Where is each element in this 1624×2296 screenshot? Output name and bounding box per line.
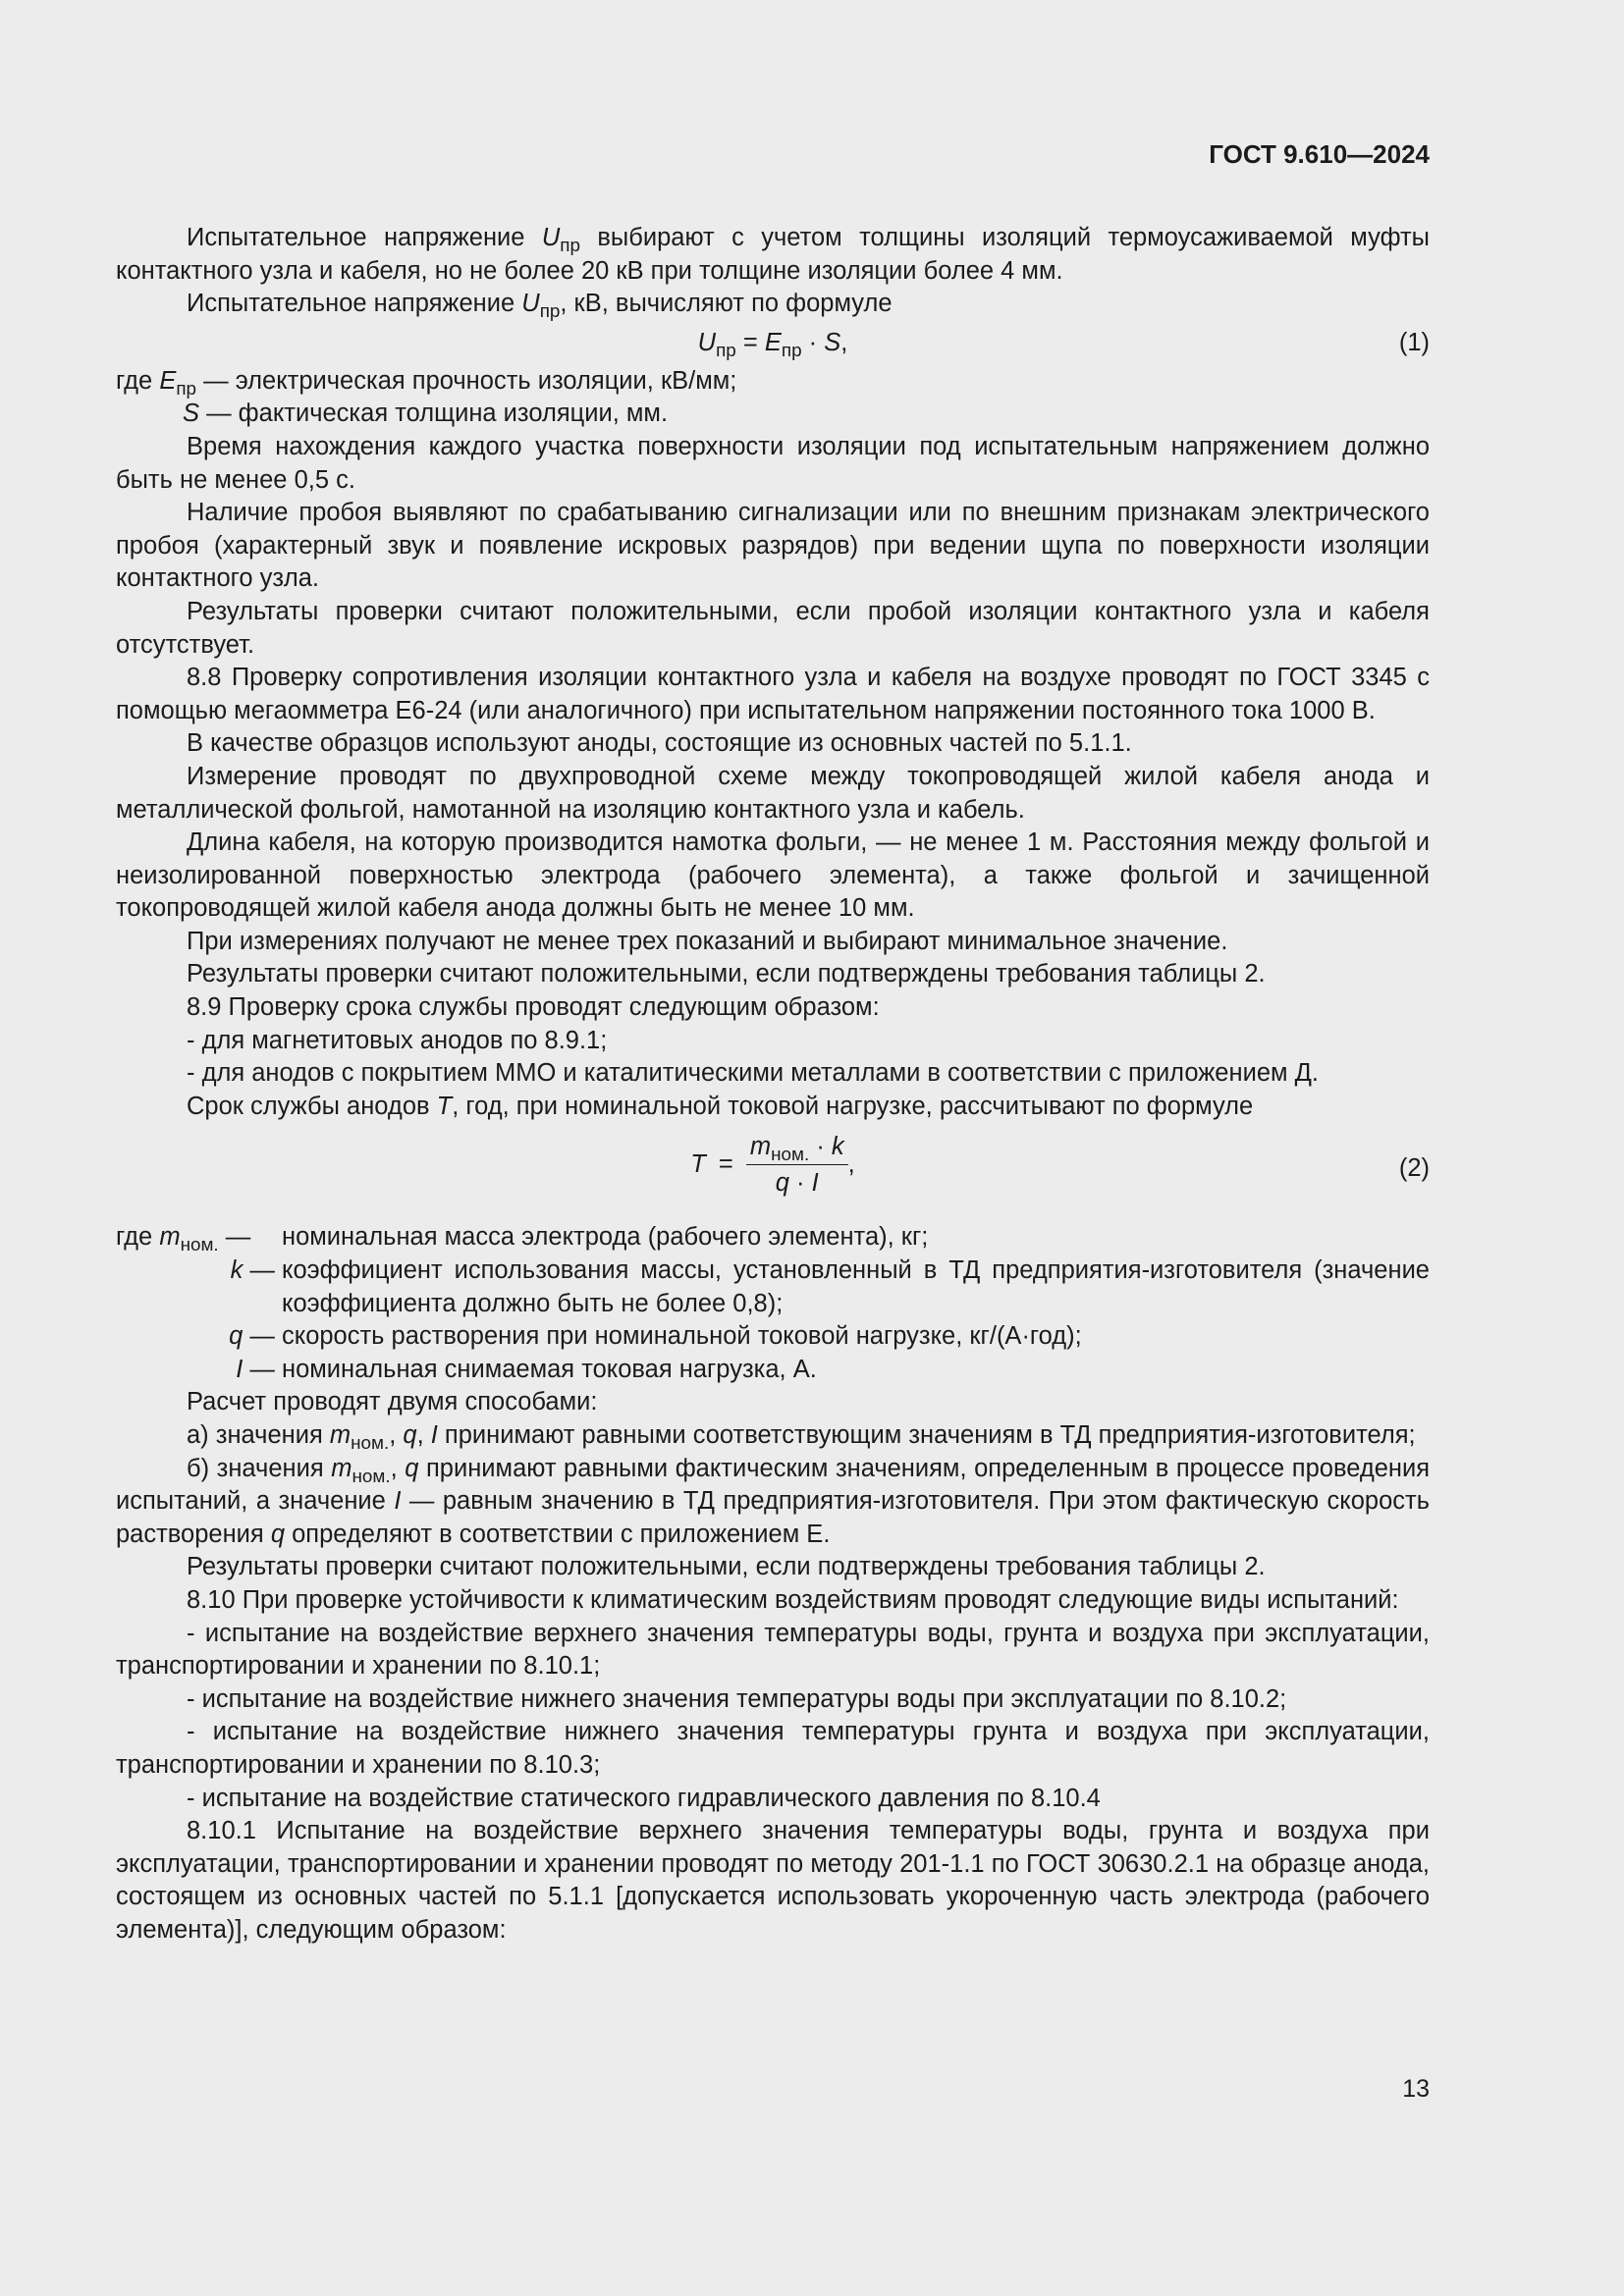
paragraph: Длина кабеля, на которую производится намотка фольги, — не менее 1 м. Расстояния между фольгой и неизолированной поверхностью электрода (рабочего элемента), а также фольгой и зачищенной токопроводящей жилой кабеля анода должны быть не менее 10 мм.: [116, 828, 1430, 923]
paragraph: Расчет проводят двумя способами:: [187, 1388, 598, 1416]
list-item: - испытание на воздействие статического гидравлического давления по 8.10.4: [187, 1784, 1101, 1812]
where-item: S — фактическая толщина изоляции, мм.: [182, 400, 669, 428]
formula-2: [116, 1131, 1430, 1209]
fraction: [746, 1131, 848, 1199]
document-header: ГОСТ 9.610—2024: [1209, 139, 1430, 169]
paragraph: Срок службы анодов T, год, при номинальной токовой нагрузке, рассчитывают по формуле: [187, 1092, 1254, 1120]
paragraph: Наличие пробоя выявляют по срабатыванию сигнализации или по внешним признакам электрического пробоя (характерный звук и появление искровых разрядов) при ведении щупа по поверхности изоляции контактного узла.: [116, 499, 1430, 593]
list-item: - испытание на воздействие нижнего значения температуры воды при эксплуатации по 8.10.2;: [187, 1684, 1287, 1713]
paragraph: 8.9 Проверку срока службы проводят следующим образом:: [187, 993, 880, 1022]
formula-expression: T = $\frac{m_{ном.} \cdot k}{q \cdot I}$ ,: [690, 1133, 855, 1198]
document-page: [116, 137, 1430, 1948]
paragraph: Испытательное напряжение $U_{пр}$ выбирают с учетом толщины изоляций термоусаживаемой муфты контактного узла и кабеля, но не более 20 кВ при толщине изоляции более 4 мм.: [116, 224, 1431, 285]
formula-number: (2): [1398, 1154, 1430, 1183]
paragraph: Результаты проверки считают положительными, если пробой изоляции контактного узла и кабеля отсутствует.: [116, 597, 1430, 659]
formula-expression: $U_{пр} = E_{пр} \cdot S$,: [697, 328, 848, 360]
where-item: где $m_{ном.}$ — номинальная масса электрода (рабочего элемента), кг;: [116, 1223, 929, 1255]
fraction-denominator: q · I: [775, 1169, 819, 1198]
paragraph: Время нахождения каждого участка поверхности изоляции под испытательным напряжением должно быть не менее 0,5 с.: [116, 432, 1430, 494]
fraction-numerator: $m_{ном.} \cdot k$: [746, 1131, 848, 1165]
paragraph: 8.8 Проверку сопротивления изоляции контактного узла и кабеля на воздухе проводят по ГОСТ 3345 с помощью мегаомметра Е6-24 (или аналогичного) при испытательном напряжении постоянного тока 1000 В.: [116, 664, 1430, 724]
where-item: k — коэффициент использования массы, установленный в ТД предприятия-изготовителя (значение коэффициента должно быть не более 0,8);: [230, 1256, 1430, 1317]
formula-number: (1): [1398, 328, 1430, 356]
where-item: q — скорость растворения при номинальной токовой нагрузке, кг/(А·год);: [229, 1322, 1082, 1351]
list-item: - испытание на воздействие нижнего значения температуры грунта и воздуха при эксплуатации, транспортировании и хранении по 8.10.3;: [116, 1718, 1430, 1779]
paragraph: Результаты проверки считают положительными, если подтверждены требования таблицы 2.: [187, 960, 1266, 988]
paragraph: 8.10.1 Испытание на воздействие верхнего значения температуры воды, грунта и воздуха при эксплуатации, транспортировании и хранении проводят по методу 201-1.1 по ГОСТ 30630.2.1 на образце анода, состоящем из основных частей по 5.1.1 [допускается использовать укороченную часть электрода (рабочего элемента)], следующим образом:: [116, 1817, 1430, 1944]
list-item: - для магнетитовых анодов по 8.9.1;: [187, 1026, 608, 1054]
list-item: а) значения $m_{ном.}$, q, I принимают равными соответствующим значениям в ТД предприятия-изготовителя;: [187, 1421, 1416, 1454]
paragraph: 8.10 При проверке устойчивости к климатическим воздействиям проводят следующие виды испытаний:: [187, 1585, 1399, 1614]
paragraph: В качестве образцов используют аноды, состоящие из основных частей по 5.1.1.: [187, 729, 1132, 758]
list-item: - для анодов с покрытием ММО и каталитическими металлами в соответствии с приложением Д.: [187, 1059, 1319, 1088]
paragraph: При измерениях получают не менее трех показаний и выбирают минимальное значение.: [187, 927, 1228, 955]
paragraph: Испытательное напряжение $U_{пр}$, кВ, вычисляют по формуле: [187, 290, 893, 322]
page-number: 13: [1402, 2075, 1430, 2103]
where-list-2: [116, 1221, 1430, 1386]
paragraph: Результаты проверки считают положительными, если подтверждены требования таблицы 2.: [187, 1553, 1266, 1581]
where-list-1: [116, 365, 1430, 431]
where-item: I — номинальная снимаемая токовая нагрузка, А.: [236, 1355, 817, 1383]
where-item: где $E_{пр}$ — электрическая прочность изоляции, кВ/мм;: [116, 366, 737, 399]
formula-1: [116, 322, 1430, 363]
list-item: - испытание на воздействие верхнего значения температуры воды, грунта и воздуха при эксплуатации, транспортировании и хранении по 8.10.1;: [116, 1619, 1430, 1681]
list-item: б) значения $m_{ном.}$, q принимают равными фактическим значениям, определенным в процессе проведения испытаний, а значение I — равным значению в ТД предприятия-изготовителя. При этом фактическую скорость растворения q определяют в соответствии с приложением Е.: [116, 1454, 1431, 1548]
paragraph: Измерение проводят по двухпроводной схеме между токопроводящей жилой кабеля анода и металлической фольгой, намотанной на изоляцию контактного узла и кабель.: [116, 762, 1430, 824]
